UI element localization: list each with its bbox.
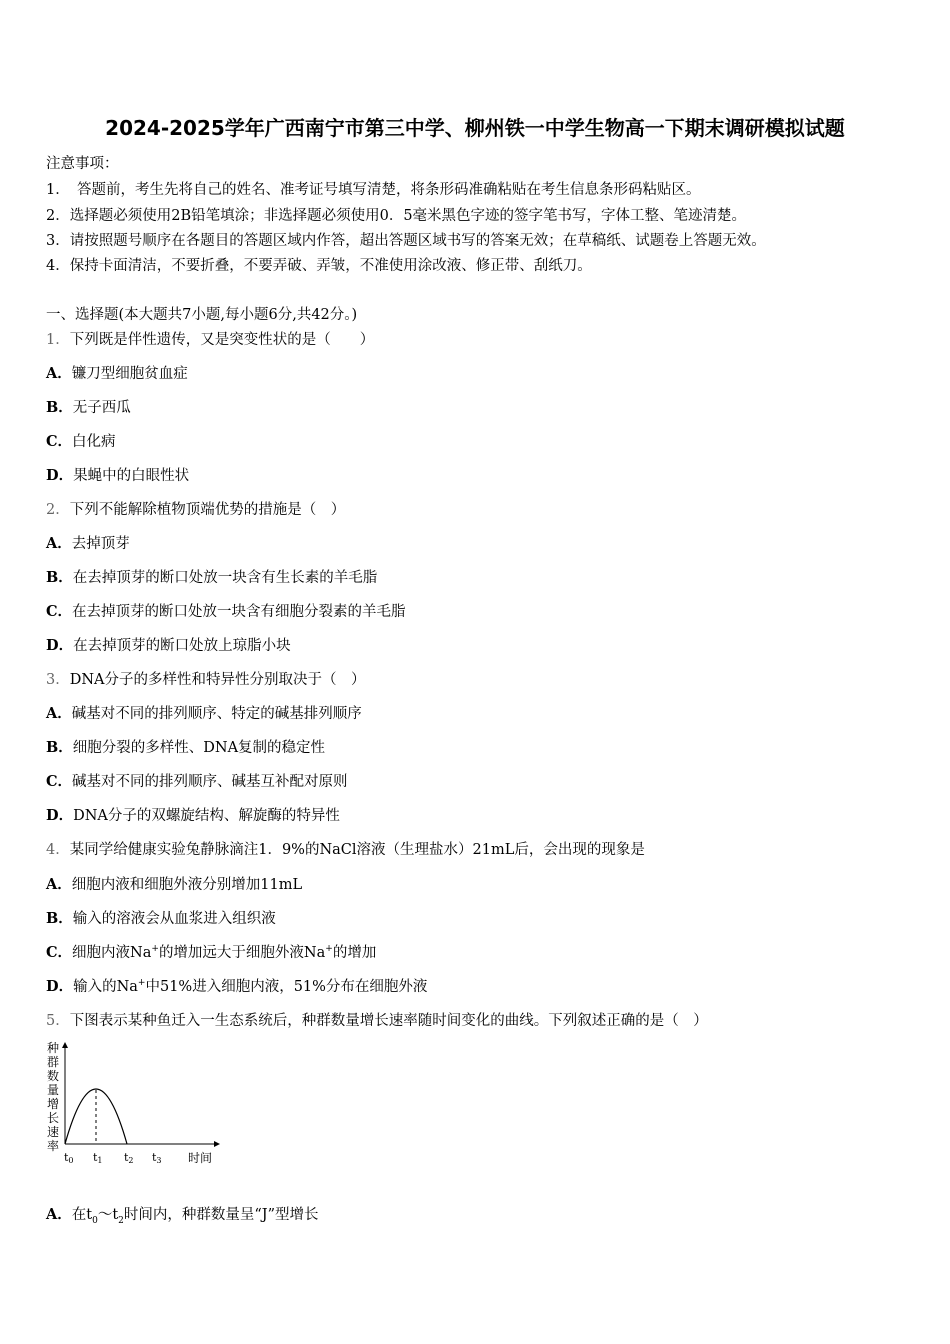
subscript: 0 bbox=[92, 1215, 98, 1226]
question-text: 下列不能解除植物顶端优势的措施是（ ） bbox=[69, 502, 346, 518]
tick-t0: t0 bbox=[64, 1151, 74, 1165]
tick-t1: t1 bbox=[93, 1151, 103, 1165]
option-text: 输入的Na bbox=[73, 979, 138, 995]
option-1d bbox=[46, 464, 189, 485]
ylabel-char: 数 bbox=[47, 1069, 60, 1083]
option-4a bbox=[46, 873, 302, 894]
subscript: 2 bbox=[118, 1215, 124, 1226]
tick-t3: t3 bbox=[152, 1151, 162, 1165]
option-text: 细胞内液和细胞外液分别增加11mL bbox=[71, 877, 303, 893]
option-label: D． bbox=[46, 637, 74, 654]
option-label: B． bbox=[46, 399, 73, 416]
x-axis-label: 时间 bbox=[188, 1151, 213, 1165]
ylabel-char: 种 bbox=[47, 1041, 60, 1055]
superscript: + bbox=[325, 944, 333, 955]
superscript: + bbox=[151, 944, 159, 955]
question-number: 2． bbox=[46, 502, 70, 518]
option-text: 输入的溶液会从血浆进入组织液 bbox=[72, 911, 276, 927]
option-2d bbox=[46, 634, 291, 655]
question-3 bbox=[46, 668, 366, 689]
question-number: 1． bbox=[46, 332, 70, 348]
option-label: B． bbox=[46, 739, 73, 756]
option-label: C． bbox=[46, 773, 73, 790]
question-number: 3． bbox=[46, 672, 70, 688]
notice-item-1: 1． 答题前，考生先将自己的姓名、准考证号填写清楚，将条形码准确粘贴在考生信息条形码粘贴区。 bbox=[46, 182, 701, 198]
y-axis-arrow bbox=[62, 1042, 68, 1048]
option-text: ～t bbox=[97, 1207, 119, 1223]
option-label: D． bbox=[46, 807, 74, 824]
option-2c bbox=[46, 600, 406, 621]
ylabel-char: 群 bbox=[47, 1055, 60, 1069]
option-4b bbox=[46, 907, 276, 928]
option-text: 白化病 bbox=[72, 434, 116, 450]
notice-item-3: 3．请按照题号顺序在各题目的答题区域内作答，超出答题区域书写的答案无效；在草稿纸、试题卷上答题无效。 bbox=[46, 233, 766, 249]
option-text: 无子西瓜 bbox=[72, 400, 131, 416]
notice-heading: 注意事项： bbox=[46, 156, 119, 172]
option-label: A． bbox=[46, 705, 72, 722]
option-1a bbox=[46, 362, 188, 383]
option-label: C． bbox=[46, 603, 73, 620]
option-text: 碱基对不同的排列顺序、碱基互补配对原则 bbox=[72, 774, 348, 790]
ylabel-char: 增 bbox=[47, 1097, 60, 1111]
option-3d bbox=[46, 804, 340, 825]
option-5a bbox=[46, 1203, 319, 1226]
question-5 bbox=[46, 1009, 708, 1030]
question-number: 4． bbox=[46, 842, 70, 858]
option-label: B． bbox=[46, 910, 73, 927]
option-text: 去掉顶芽 bbox=[71, 536, 130, 552]
option-text: DNA分子的双螺旋结构、解旋酶的特异性 bbox=[73, 808, 340, 824]
y-axis-label bbox=[47, 1041, 59, 1153]
option-3b bbox=[46, 736, 325, 757]
option-label: A． bbox=[46, 535, 72, 552]
option-text: 细胞分裂的多样性、DNA复制的稳定性 bbox=[72, 740, 326, 756]
question-4 bbox=[46, 838, 645, 859]
ylabel-char: 长 bbox=[47, 1111, 60, 1125]
question-number: 5． bbox=[46, 1013, 70, 1029]
option-text: 在t bbox=[71, 1207, 93, 1223]
option-label: A． bbox=[46, 1206, 72, 1223]
ylabel-char: 率 bbox=[47, 1139, 60, 1153]
question-text: 某同学给健康实验兔静脉滴注1．9%的NaCl溶液（生理盐水）21mL后，会出现的现象是 bbox=[69, 842, 645, 858]
option-1c bbox=[46, 430, 116, 451]
x-ticks bbox=[64, 1151, 162, 1165]
tick-t2: t2 bbox=[124, 1151, 134, 1165]
option-text: 在去掉顶芽的断口处放一块含有细胞分裂素的羊毛脂 bbox=[72, 604, 406, 620]
ylabel-char: 量 bbox=[47, 1083, 60, 1097]
option-text: 细胞内液Na bbox=[72, 945, 152, 961]
option-text: 中51%进入细胞内液，51%分布在细胞外液 bbox=[145, 979, 428, 995]
notice-item-4: 4．保持卡面清洁，不要折叠，不要弄破、弄皱，不准使用涂改液、修正带、刮纸刀。 bbox=[46, 258, 592, 274]
x-axis-arrow bbox=[214, 1141, 220, 1147]
option-4c bbox=[46, 941, 376, 962]
option-1b bbox=[46, 396, 131, 417]
option-text: 果蝇中的白眼性状 bbox=[73, 468, 190, 484]
option-3a bbox=[46, 702, 362, 723]
section-heading: 一、选择题(本大题共7小题,每小题6分,共42分。) bbox=[46, 307, 358, 323]
page-title: 2024-2025学年广西南宁市第三中学、柳州铁一中学生物高一下期末调研模拟试题 bbox=[105, 116, 845, 140]
option-label: C． bbox=[46, 433, 73, 450]
question-2 bbox=[46, 498, 345, 519]
option-4d bbox=[46, 975, 427, 996]
option-label: B． bbox=[46, 569, 73, 586]
option-label: A． bbox=[46, 365, 72, 382]
option-text: 在去掉顶芽的断口处放一块含有生长素的羊毛脂 bbox=[72, 570, 378, 586]
question-1 bbox=[46, 328, 374, 349]
growth-rate-figure bbox=[40, 1040, 230, 1170]
option-2a bbox=[46, 532, 130, 553]
question-text: 下图表示某种鱼迁入一生态系统后，种群数量增长速率随时间变化的曲线。下列叙述正确的是（ ） bbox=[69, 1013, 708, 1029]
option-text: 碱基对不同的排列顺序、特定的碱基排列顺序 bbox=[71, 706, 362, 722]
option-text: 的增加远大于细胞外液Na bbox=[158, 945, 326, 961]
option-text: 镰刀型细胞贫血症 bbox=[71, 366, 188, 382]
notice-item-2: 2．选择题必须使用2B铅笔填涂；非选择题必须使用0．5毫米黑色字迹的签字笔书写，字体工整、笔迹清楚。 bbox=[46, 208, 747, 224]
option-label: D． bbox=[46, 978, 74, 995]
question-text: 下列既是伴性遗传，又是突变性状的是（ ） bbox=[69, 332, 375, 348]
option-label: C． bbox=[46, 944, 73, 961]
option-label: A． bbox=[46, 876, 72, 893]
superscript: + bbox=[137, 978, 146, 989]
option-3c bbox=[46, 770, 348, 791]
option-text: 时间内，种群数量呈“J”型增长 bbox=[123, 1207, 319, 1223]
option-text: 的增加 bbox=[332, 945, 377, 961]
question-text: DNA分子的多样性和特异性分别取决于（ ） bbox=[69, 672, 366, 688]
ylabel-char: 速 bbox=[47, 1125, 60, 1139]
option-label: D． bbox=[46, 467, 74, 484]
option-2b bbox=[46, 566, 377, 587]
option-text: 在去掉顶芽的断口处放上琼脂小块 bbox=[73, 638, 291, 654]
